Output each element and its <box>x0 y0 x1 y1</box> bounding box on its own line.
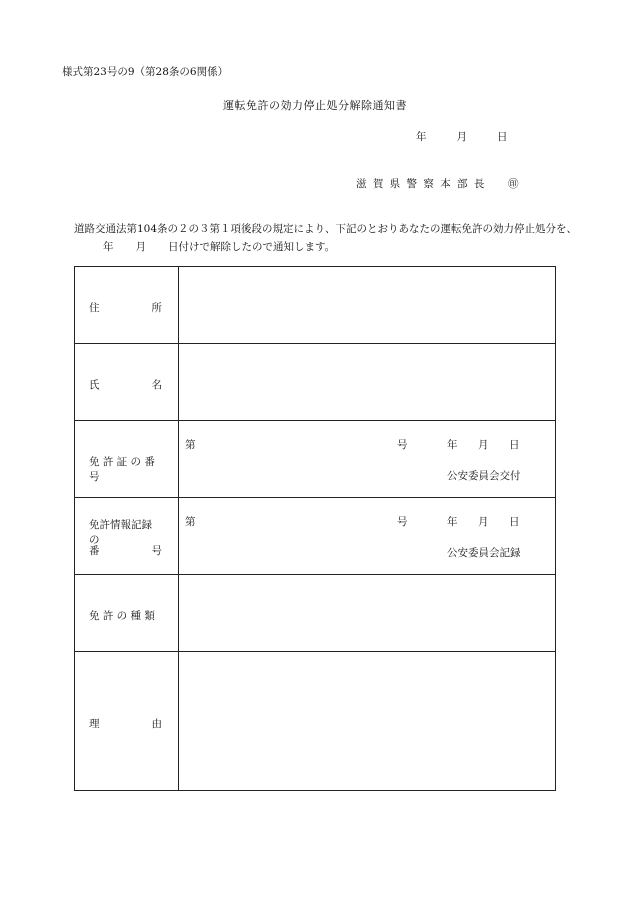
seal-mark: ㊞ <box>508 178 519 190</box>
dai-label: 第 <box>185 439 196 451</box>
go-label: 号 <box>397 439 408 451</box>
name-label: 氏 名 <box>75 344 179 421</box>
license-month: 月 <box>478 439 489 451</box>
issued-by: 公安委員会交付 <box>447 470 521 482</box>
form-number: 様式第23号の9（第28条の6関係） <box>62 66 229 78</box>
row-license-type <box>75 575 556 652</box>
reason-value[interactable] <box>179 652 556 791</box>
row-address <box>75 267 556 344</box>
address-label: 住 所 <box>75 267 179 344</box>
license-year: 年 <box>447 439 458 451</box>
notice-table <box>74 266 556 791</box>
issuer-name: 滋 賀 県 警 察 本 部 長 <box>356 178 485 190</box>
license-day: 日 <box>509 439 520 451</box>
record-day: 日 <box>509 516 520 528</box>
rec-dai-label: 第 <box>185 516 196 528</box>
body-text-line1: 道路交通法第104条の２の３第１項後段の規定により、下記のとおりあなたの運転免許の効力停止処分を、 <box>74 223 578 235</box>
document-title: 運転免許の効力停止処分解除通知書 <box>223 99 407 112</box>
record-number-label: 免許情報記録の 番 号 <box>75 498 179 575</box>
row-record-number <box>75 498 556 575</box>
record-month: 月 <box>478 516 489 528</box>
cancel-month: 月 <box>135 241 146 253</box>
license-type-value[interactable] <box>179 575 556 652</box>
license-type-label: 免 許 の 種 類 <box>75 575 179 652</box>
address-value[interactable] <box>179 267 556 344</box>
cancel-tail: 日付けで解除したので通知します。 <box>168 241 336 253</box>
row-reason <box>75 652 556 791</box>
license-number-value[interactable] <box>179 421 556 498</box>
record-year: 年 <box>447 516 458 528</box>
date-day: 日 <box>497 131 508 143</box>
rec-go-label: 号 <box>397 516 408 528</box>
date-year: 年 <box>416 131 427 143</box>
row-license-number <box>75 421 556 498</box>
cancel-year: 年 <box>103 241 114 253</box>
row-name <box>75 344 556 421</box>
date-month: 月 <box>456 131 467 143</box>
license-number-label: 免 許 証 の 番 号 <box>75 421 179 498</box>
reason-label: 理 由 <box>75 652 179 791</box>
record-number-value[interactable] <box>179 498 556 575</box>
body-text-line2 <box>103 239 335 254</box>
recorded-by: 公安委員会記録 <box>447 547 521 559</box>
name-value[interactable] <box>179 344 556 421</box>
issue-date <box>416 129 508 144</box>
